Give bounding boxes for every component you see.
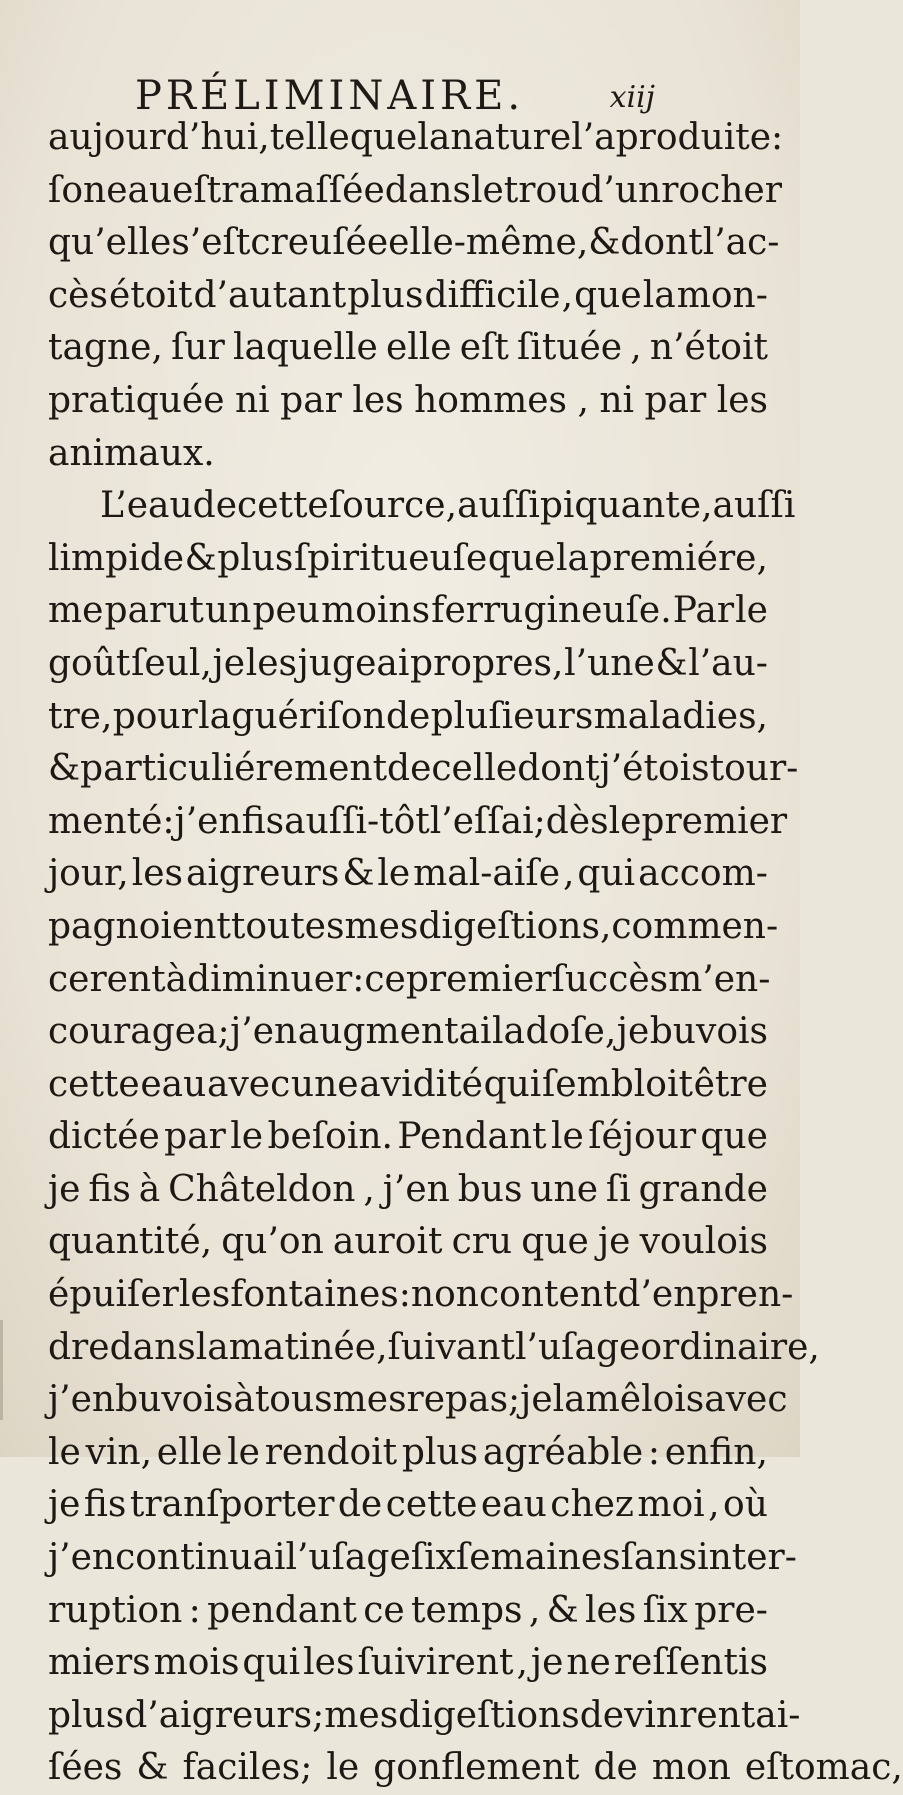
- page-number: xiij: [609, 80, 655, 115]
- text-line: dictée par le beſoin. Pendant le ſéjour que: [48, 1116, 768, 1158]
- text-line: j’en buvois à tous mes repas; je la mêlois avec: [48, 1379, 788, 1421]
- text-line: pagnoient toutes mes digeſtions , commen-: [48, 905, 779, 947]
- running-title: PRÉLIMINAIRE.: [135, 73, 525, 119]
- text-line: couragea; j’en augmentai la doſe, je buvois: [48, 1011, 768, 1053]
- text-line: me parut un peu moins ferrugineuſe. Par le: [48, 590, 768, 632]
- text-line: je fis à Châteldon , j’en bus une ſi grande: [48, 1168, 768, 1210]
- text-line: pratiquée ni par les hommes , ni par les: [48, 379, 768, 421]
- text-line: goût ſeul, je les jugeai propres, l’une & l’au-: [48, 642, 768, 684]
- page-edge-shadow: [0, 1320, 3, 1420]
- text-line: animaux.: [48, 432, 215, 474]
- text-line: cerent à diminuer : ce premier ſuccès m’en-: [48, 958, 771, 1000]
- text-line: dre dans la matinée, ſuivant l’uſage ordinaire,: [48, 1326, 820, 1368]
- text-line: tagne, ſur laquelle elle eſt ſituée , n’étoit: [48, 327, 768, 369]
- body-text: [48, 112, 903, 1795]
- text-line: épuiſer les fontaines : non content d’en pren-: [48, 1274, 794, 1316]
- text-line: L’eau de cette ſource, auſſi piquante, auſſi: [100, 485, 796, 527]
- text-line: cès étoit d’autant plus difficile , que la mon-: [48, 274, 768, 316]
- text-line: menté : j’en fis auſſi-tôt l’eſſai; dès le premier: [48, 800, 788, 842]
- text-line: jour, les aigreurs & le mal-aiſe , qui accom-: [48, 853, 768, 895]
- text-line: plus d’aigreurs; mes digeſtions devinrent ai-: [48, 1694, 801, 1736]
- text-line: limpide & plus ſpiritueuſe que la premiére,: [48, 537, 768, 579]
- text-line: aujourd’hui , telle que la nature l’a produite:: [48, 117, 784, 158]
- text-line: ſées & faciles; le gonflement de mon eſtomac,: [48, 1747, 903, 1789]
- text-line: ſon eau eſt ramaſſée dans le trou d’un rocher: [48, 169, 782, 211]
- text-line: qu’elle s’eſt creuſée elle-même , & dont l’ac-: [48, 222, 780, 264]
- text-line: miers mois qui les ſuivirent , je ne reſſentis: [48, 1642, 768, 1684]
- text-line: quantité, qu’on auroit cru que je voulois: [48, 1221, 768, 1263]
- text-line: ruption : pendant ce temps , & les ſix pre-: [48, 1589, 768, 1631]
- text-line: je fis tranſporter de cette eau chez moi , où: [48, 1484, 768, 1526]
- text-line: & particuliérement de celle dont j’étois tour-: [48, 748, 799, 790]
- text-line: j’en continuai l’uſage ſix ſemaines ſans inter-: [48, 1537, 797, 1579]
- text-line: tre, pour la guériſon de pluſieurs maladies,: [48, 695, 768, 737]
- text-line: le vin, elle le rendoit plus agréable : enfin,: [48, 1431, 768, 1473]
- text-line: cette eau avec une avidité qui ſembloit être: [48, 1063, 768, 1105]
